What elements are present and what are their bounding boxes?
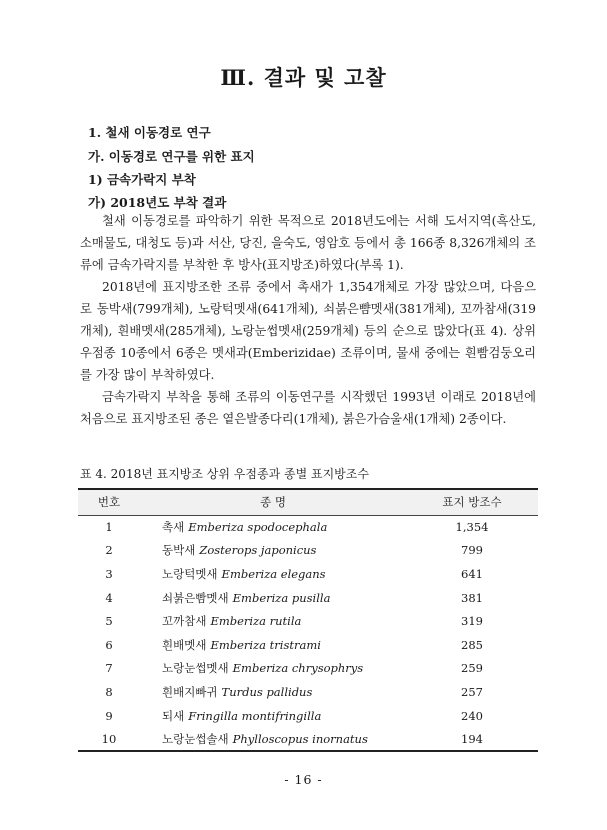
scientific-name: Fringilla montifringilla [188,708,322,723]
scientific-name: Turdus pallidus [221,684,313,699]
table-row [78,704,538,728]
scientific-name: Emberiza rutila [210,614,302,629]
scientific-name: Emberiza elegans [221,566,326,581]
species-name [140,562,406,586]
header-count: 표지 방조수 [406,489,538,515]
species-name [140,657,406,681]
banded-count: 194 [406,727,538,751]
section-heading: 1. 철새 이동경로 연구 [88,125,211,140]
row-number: 10 [78,727,140,751]
banded-count: 1,354 [455,520,489,535]
row-number: 2 [105,543,113,558]
row-number: 9 [105,708,113,723]
scientific-name: Phylloscopus inornatus [232,731,368,746]
korean-name: 흰배지빠귀 [162,684,218,699]
table-header-row [78,489,538,515]
korean-name: 꼬까참새 [162,614,207,629]
table-caption: 표 4. 2018년 표지방조 상위 우점종과 종별 표지방조수 [80,467,369,481]
header-species: 종 명 [140,489,406,515]
banding-table [78,488,538,752]
species-name [140,539,406,563]
table-row [78,657,538,681]
banded-count: 381 [461,590,483,605]
header-number: 번호 [78,489,140,515]
row-number: 7 [105,661,113,676]
species-name [140,609,406,633]
scientific-name: Emberiza tristrami [210,637,321,652]
row-number: 1 [105,520,113,535]
table-row [78,586,538,610]
scientific-name: Emberiza spodocephala [188,520,328,535]
species-name [140,680,406,704]
table-row [78,539,538,563]
korean-name: 노랑눈썹솔새 [162,731,229,746]
scientific-name: Zosterops japonicus [199,543,317,558]
row-number: 4 [105,590,113,605]
korean-name: 노랑눈썹멧새 [162,661,229,676]
korean-name: 되새 [162,708,185,723]
paragraph-new-species: 금속가락지 부착을 통해 조류의 이동연구를 시작했던 1993년 이래로 2018년에 처음으로 표지방조된 종은 옅은발종다리(1개체), 붉은가슴울새(1개체) 2종이다. [80,390,536,426]
korean-name: 쇠붉은빰멧새 [162,590,229,605]
table-row [78,633,538,657]
table-row [78,562,538,586]
paragraph-banding-summary: 철새 이동경로를 파악하기 위한 목적으로 2018년도에는 서해 도서지역(흑산도, 소매물도, 대청도 등)과 서산, 당진, 을숙도, 영암호 등에서 총 166종 8,326개체의 조류에 금속가락지를 부착한 후 방사(표지방조)하였다(부록 1). [80,214,536,272]
species-name [140,586,406,610]
korean-name: 노랑턱멧새 [162,566,218,581]
banded-count: 641 [461,566,483,581]
banded-count: 799 [461,543,483,558]
table-row [78,727,538,751]
page-number: - 16 - [284,772,323,787]
species-name [140,515,406,539]
paragraph-top-species: 2018년에 표지방조한 조류 중에서 촉새가 1,354개체로 가장 많았으며, 다음으로 동박새(799개체), 노랑턱멧새(641개체), 쇠붉은뺨멧새(381개체), 꼬까참새(319개체), 흰배멧새(285개체), 노랑눈썹멧새(259개체) 등의 순으로 많았다(표 4). 상위 우점종 10종에서 6종은 멧새과(Emberizidae) 조류이며, 물새 중에는 흰빰검둥오리를 가장 많이 부착하였다. [80,280,536,382]
banded-count: 259 [461,661,483,676]
species-name [140,727,406,751]
table-row [78,680,538,704]
scientific-name: Emberiza chrysophrys [232,661,364,676]
korean-name: 촉새 [162,520,185,535]
row-number: 5 [105,614,113,629]
banded-count: 257 [461,684,483,699]
method-heading: 1) 금속가락지 부착 [88,172,196,187]
row-number: 3 [105,566,113,581]
chapter-title: Ⅲ. 결과 및 고찰 [220,65,387,90]
result-heading: 가) 2018년도 부착 결과 [88,195,227,210]
korean-name: 동박새 [162,543,196,558]
subsection-heading: 가. 이동경로 연구를 위한 표지 [88,149,255,164]
table-row [78,609,538,633]
table-row [78,515,538,539]
species-name [140,633,406,657]
row-number: 6 [105,637,113,652]
table-body [78,515,538,751]
banded-count: 285 [461,637,483,652]
row-number: 8 [105,684,113,699]
species-name [140,704,406,728]
banded-count: 319 [461,614,483,629]
banded-count: 240 [461,708,483,723]
scientific-name: Emberiza pusilla [232,590,331,605]
korean-name: 흰배멧새 [162,637,207,652]
